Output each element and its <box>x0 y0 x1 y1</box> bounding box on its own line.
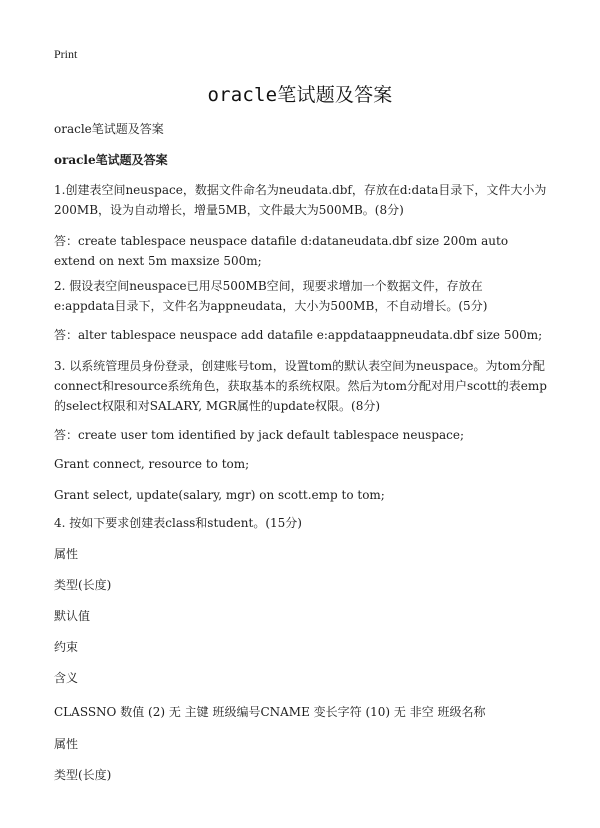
question-2: 2. 假设表空间neuspace已用尽500MB空间，现要求增加一个数据文件，存放在e:appdata目录下，文件名为appneudata，大小为500MB，不自动增长。(5分) <box>54 279 488 313</box>
answer-3-line-3: Grant select, update(salary, mgr) on scott.emp to tom; <box>54 488 385 502</box>
table-constraint-label: 约束 <box>54 640 79 654</box>
table-row-classno: CLASSNO 数值 (2) 无 主键 班级编号CNAME 变长字符 (10) 无 非空 班级名称 <box>54 705 486 719</box>
table-attr-label: 属性 <box>54 547 79 561</box>
question-1: 1.创建表空间neuspace，数据文件命名为neudata.dbf，存放在d:data目录下，文件大小为200MB，设为自动增长，增量5MB，文件最大为500MB。(8分) <box>54 183 547 217</box>
table-default-label: 默认值 <box>54 609 91 623</box>
table-attr-label-2: 属性 <box>54 737 79 751</box>
table-type-label-2: 类型(长度) <box>54 768 112 782</box>
answer-1: 答：create tablespace neuspace datafile d:dataneudata.dbf size 200m auto extend on next 5m maxsize 500m; <box>54 234 509 268</box>
document-title: oracle笔试题及答案 <box>207 84 393 106</box>
section-heading: oracle笔试题及答案 <box>54 153 168 167</box>
print-label: Print <box>54 47 78 61</box>
answer-3-line-2: Grant connect, resource to tom; <box>54 457 250 471</box>
table-meaning-label: 含义 <box>54 671 79 685</box>
answer-3-line-1: 答：create user tom identified by jack default tablespace neuspace; <box>54 428 465 442</box>
question-4: 4. 按如下要求创建表class和student。(15分) <box>54 516 302 530</box>
table-type-label: 类型(长度) <box>54 578 112 592</box>
answer-2: 答：alter tablespace neuspace add datafile e:appdataappneudata.dbf size 500m; <box>54 328 543 342</box>
subtitle: oracle笔试题及答案 <box>54 122 164 136</box>
question-3: 3. 以系统管理员身份登录，创建账号tom，设置tom的默认表空间为neuspace。为tom分配connect和resource系统角色，获取基本的系统权限。然后为tom分配对用户scott的表emp的select权限和对SALARY, MGR属性的update权限。(8分) <box>54 359 547 413</box>
